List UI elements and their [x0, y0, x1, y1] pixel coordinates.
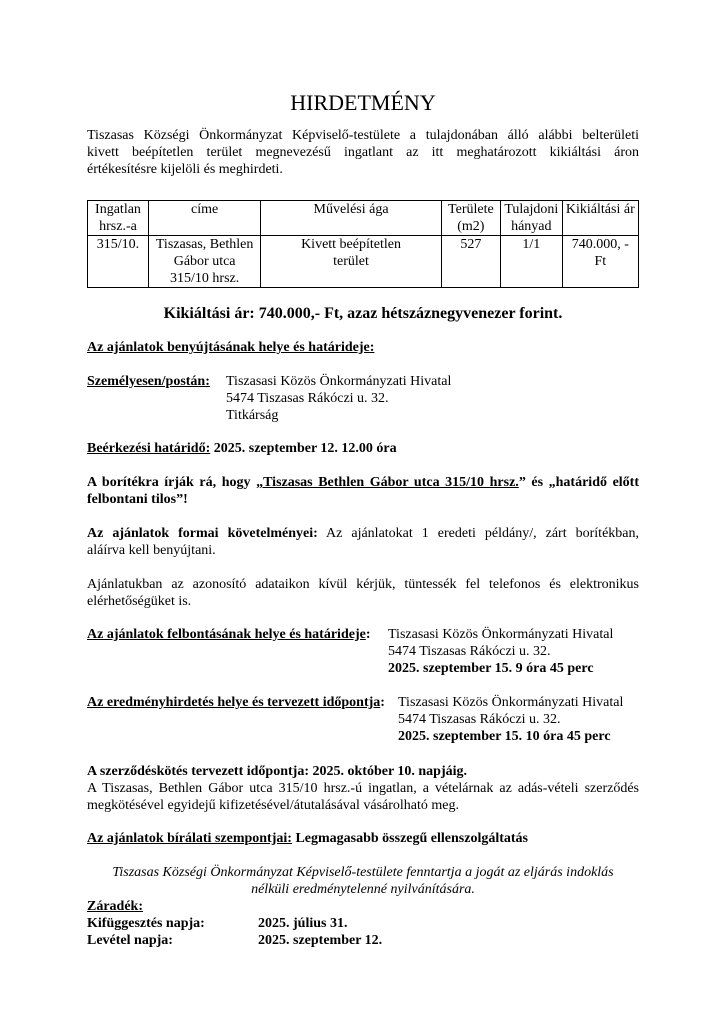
- personal-label: Személyesen/postán:: [87, 374, 210, 389]
- reservation-line: Tiszasas Községi Önkormányzat Képviselő-testülete fenntartja a jogát az eljárás indoklás: [112, 865, 614, 880]
- criteria-value: Legmagasabb összegű ellenszolgáltatás: [291, 831, 528, 846]
- address-line: Titkárság: [226, 408, 279, 423]
- envelope-text: ” és „határidő előtt: [518, 475, 639, 490]
- table-header-row: [88, 201, 639, 236]
- criteria-label: Az ajánlatok bírálati szempontjai:: [87, 831, 292, 846]
- evaluation-criteria: [87, 830, 639, 847]
- address-line: Tiszasasi Közös Önkormányzati Hivatal: [226, 374, 452, 389]
- envelope-text: A borítékra írják rá, hogy: [87, 475, 257, 490]
- reservation-line: nélküli eredménytelenné nyilvánítására.: [251, 882, 475, 897]
- contact-request: [87, 576, 639, 610]
- intro-line: kivett beépítetlen terület megnevezésű ingatlant az itt meghatározott kikiáltási áron: [87, 145, 639, 160]
- formal-label: Az ajánlatok formai követelményei:: [87, 526, 318, 541]
- envelope-instruction: [87, 474, 639, 508]
- formal-requirements: [87, 525, 639, 559]
- address-line: 5474 Tiszasas Rákóczi u. 32.: [226, 391, 389, 406]
- address-line: Tiszasasi Közös Önkormányzati Hivatal: [388, 627, 614, 642]
- personal-address: [226, 373, 451, 424]
- property-table: [87, 200, 639, 288]
- opening-label: Az ajánlatok felbontásának helye és határideje: [87, 627, 366, 642]
- cell-ownership-share: 1/1: [500, 236, 562, 288]
- contract-section: [87, 763, 639, 814]
- intro-line: értékesítésre kijelöli és meghirdeti.: [87, 162, 283, 177]
- results-date: 2025. szeptember 15. 10 óra 45 perc: [398, 729, 611, 744]
- starting-price-line: Kikiáltási ár: 740.000,- Ft, azaz hétszáznegyvenezer forint.: [163, 305, 563, 322]
- page-title: HIRDETMÉNY: [290, 90, 436, 115]
- posted-date-label: Kifüggesztés napja:: [87, 916, 205, 931]
- opening-section: [87, 626, 639, 676]
- cell-parcel-number: 315/10.: [88, 236, 149, 288]
- results-details: [398, 694, 623, 745]
- opening-date: 2025. szeptember 15. 9 óra 45 perc: [388, 661, 594, 676]
- address-line: Tiszasasi Közös Önkormányzati Hivatal: [398, 695, 624, 710]
- posted-date-value: 2025. július 31.: [258, 916, 348, 931]
- contract-heading: A szerződéskötés tervezett időpontja: 2025. október 10. napjáig.: [87, 764, 468, 779]
- personal-submission: [87, 373, 639, 423]
- header-starting-price: Kikiáltási ár: [562, 201, 638, 236]
- contract-line: megkötésével egyidejű kifizetésével/átutalásával vásárolható meg.: [87, 798, 460, 813]
- header-parcel-number: Ingatlan hrsz.-a: [88, 201, 149, 236]
- cell-area: 527: [441, 236, 500, 288]
- results-label: Az eredményhirdetés helye és tervezett időpontja: [87, 695, 381, 710]
- removal-date-value: 2025. szeptember 12.: [258, 933, 383, 948]
- header-cultivation: Művelési ága: [261, 201, 442, 236]
- address-line: 5474 Tiszasas Rákóczi u. 32.: [388, 644, 551, 659]
- contact-line: elérhetőségüket is.: [87, 594, 192, 609]
- cell-address: Tiszasas, Bethlen Gábor utca 315/10 hrsz.: [148, 236, 260, 288]
- results-section: [87, 694, 639, 744]
- deadline-value: 2025. szeptember 12. 12.00 óra: [210, 441, 397, 456]
- opening-colon: :: [365, 627, 371, 642]
- deadline-line: [87, 440, 639, 457]
- formal-text: aláírva kell benyújtani.: [87, 543, 216, 558]
- clause-heading: Záradék:: [87, 899, 143, 914]
- opening-details: [388, 626, 613, 677]
- contact-line: Ajánlatukban az azonosító adataikon kívül kérjük, tüntessék fel telefonos és elektronikus: [87, 577, 639, 592]
- header-ownership-share: Tulajdoni hányad: [500, 201, 562, 236]
- formal-text: Az ajánlatokat 1 eredeti példány/, zárt borítékban,: [317, 526, 639, 541]
- envelope-text: felbontani tilos”!: [87, 492, 188, 507]
- contract-line: A Tiszasas, Bethlen Gábor utca 315/10 hrsz.-ú ingatlan, a vételárnak az adás-vételi szerződés: [87, 781, 639, 796]
- cell-starting-price: 740.000, - Ft: [562, 236, 638, 288]
- address-line: 5474 Tiszasas Rákóczi u. 32.: [398, 712, 561, 727]
- removal-date-label: Levétel napja:: [87, 933, 173, 948]
- clause-section: [87, 898, 639, 949]
- reservation-note: [87, 864, 639, 898]
- intro-line: Tiszasas Községi Önkormányzat Képviselő-testülete a tulajdonában álló alábbi belterületi: [87, 128, 639, 143]
- header-area: Területe (m2): [441, 201, 500, 236]
- submission-heading: Az ajánlatok benyújtásának helye és határideje:: [87, 340, 375, 355]
- intro-paragraph: [87, 127, 639, 178]
- deadline-label: Beérkezési határidő:: [87, 441, 211, 456]
- results-colon: :: [380, 695, 385, 710]
- cell-cultivation: Kivett beépítetlen terület: [261, 236, 442, 288]
- envelope-address: „Tiszasas Bethlen Gábor utca 315/10 hrsz.: [256, 475, 519, 490]
- header-address: címe: [148, 201, 260, 236]
- table-row: [88, 236, 639, 288]
